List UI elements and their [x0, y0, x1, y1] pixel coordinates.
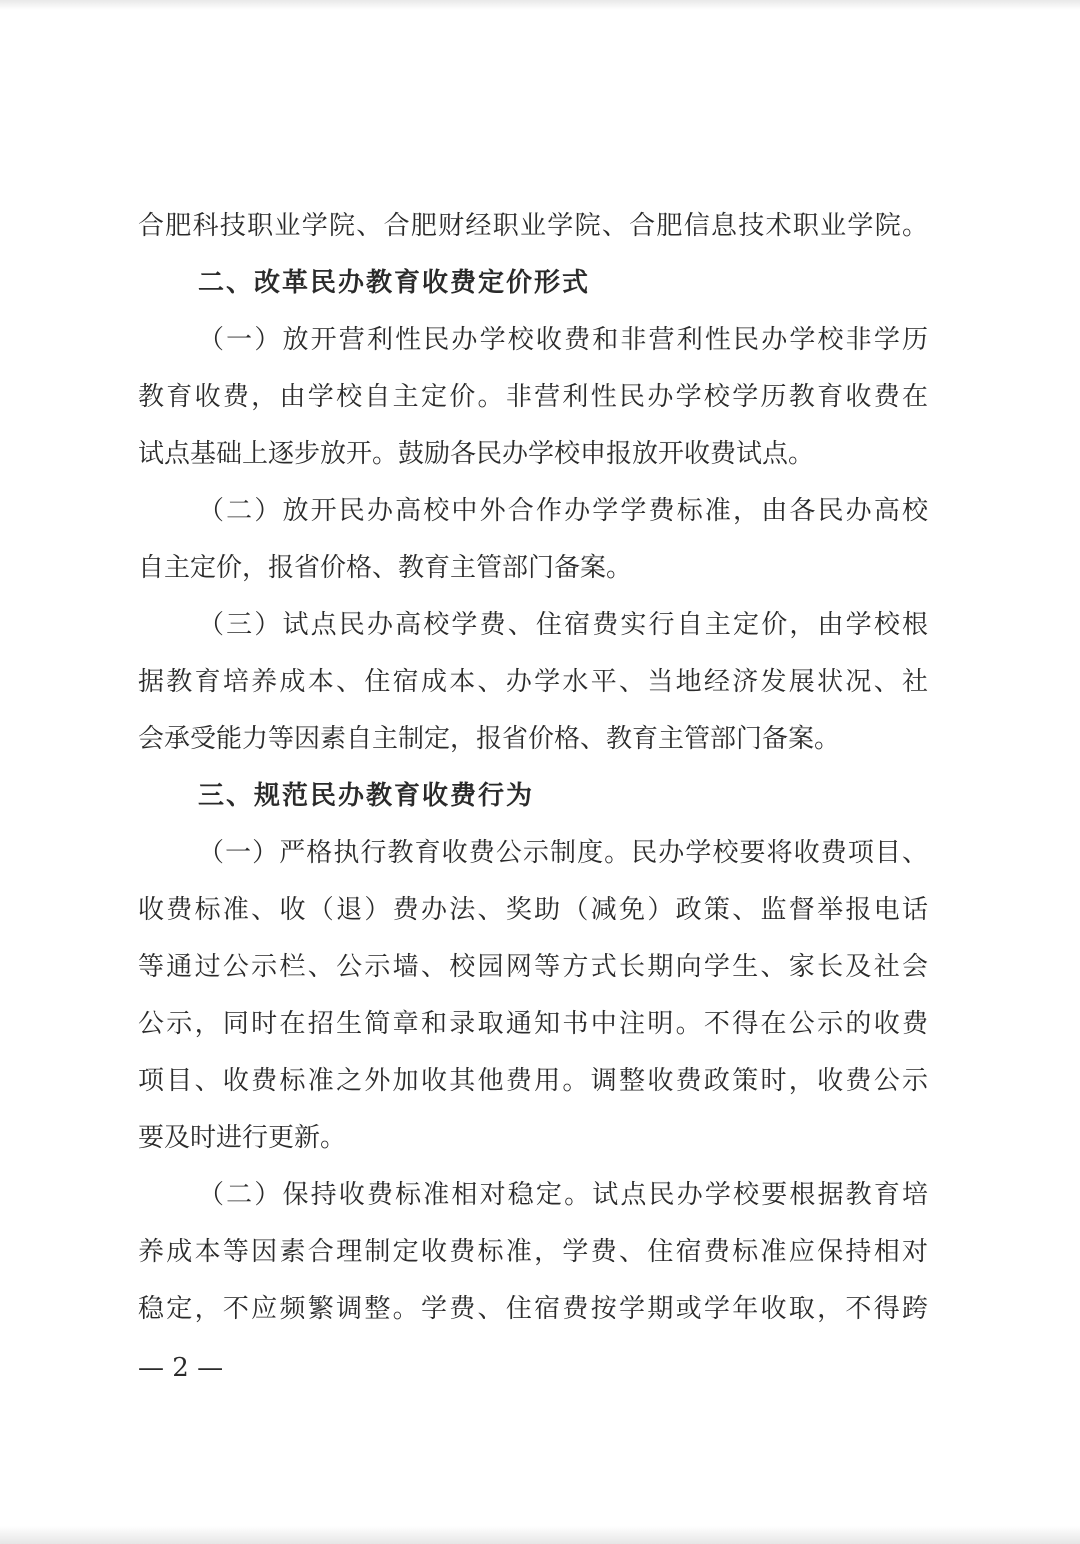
body-line: 收费标准、收（退）费办法、奖助（减免）政策、监督举报电话 — [138, 895, 928, 925]
body-line: 要及时进行更新。 — [138, 1123, 347, 1153]
body-line: 自主定价，报省价格、教育主管部门备案。 — [138, 553, 633, 583]
body-line: 公示，同时在招生简章和录取通知书中注明。不得在公示的收费 — [138, 1009, 928, 1039]
body-line: （二）放开民办高校中外合作办学学费标准，由各民办高校 — [198, 496, 928, 526]
body-line: 等通过公示栏、公示墙、校园网等方式长期向学生、家长及社会 — [138, 952, 928, 982]
body-line: 会承受能力等因素自主制定，报省价格、教育主管部门备案。 — [138, 724, 841, 754]
section-heading-3: 三、规范民办教育收费行为 — [198, 781, 535, 811]
body-line: 项目、收费标准之外加收其他费用。调整收费政策时，收费公示 — [138, 1066, 928, 1096]
document-body — [138, 198, 928, 1338]
body-line: （三）试点民办高校学费、住宿费实行自主定价，由学校根 — [198, 610, 928, 640]
body-line: 试点基础上逐步放开。鼓励各民办学校申报放开收费试点。 — [138, 439, 815, 469]
section-heading-2: 二、改革民办教育收费定价形式 — [198, 268, 591, 298]
body-line: 合肥科技职业学院、合肥财经职业学院、合肥信息技术职业学院。 — [138, 211, 928, 241]
body-line: （二）保持收费标准相对稳定。试点民办学校要根据教育培 — [198, 1180, 928, 1210]
body-line: 教育收费，由学校自主定价。非营利性民办学校学历教育收费在 — [138, 382, 928, 412]
scan-edge-bottom — [0, 1526, 1080, 1544]
body-line: （一）严格执行教育收费公示制度。民办学校要将收费项目、 — [198, 838, 928, 868]
page-number: — 2 — — [138, 1353, 224, 1383]
body-line: 稳定，不应频繁调整。学费、住宿费按学期或学年收取，不得跨 — [138, 1294, 928, 1324]
body-line: 养成本等因素合理制定收费标准，学费、住宿费标准应保持相对 — [138, 1237, 928, 1267]
scan-edge-top — [0, 0, 1080, 10]
body-line: 据教育培养成本、住宿成本、办学水平、当地经济发展状况、社 — [138, 667, 928, 697]
body-line: （一）放开营利性民办学校收费和非营利性民办学校非学历 — [198, 325, 928, 355]
